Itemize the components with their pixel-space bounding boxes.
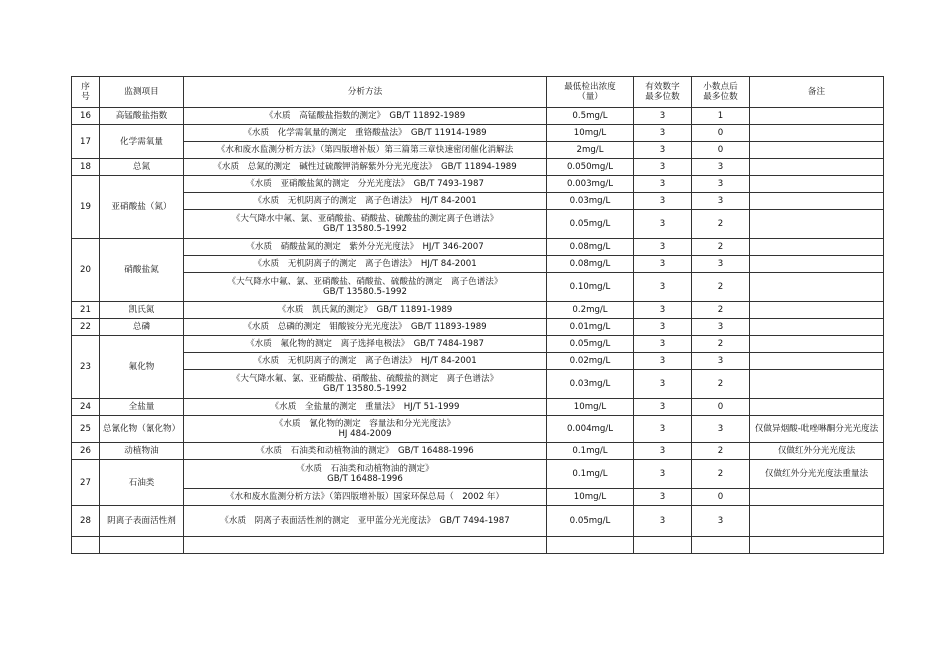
monitoring-item: 化学需氧量 [100,125,184,159]
monitoring-item: 凯氏氮 [100,302,184,319]
decimal-places: 0 [692,489,750,506]
detection-limit: 0.004mg/L [547,416,634,443]
table-row [72,176,884,193]
remarks [750,506,884,537]
method-line: 《水质 高锰酸盐指数的测定》 GB/T 11892-1989 [264,111,466,121]
remarks [750,336,884,353]
monitoring-item: 动植物油 [100,443,184,460]
significant-digits: 3 [634,176,692,193]
analysis-method [184,239,547,256]
row-number: 28 [72,506,100,537]
method-line: 《水质 亚硝酸盐氮的测定 分光光度法》 GB/T 7493-1987 [246,179,484,189]
detection-limit: 0.03mg/L [547,370,634,399]
row-number: 24 [72,399,100,416]
decimal-places: 2 [692,239,750,256]
method-line: 《水质 硝酸盐氮的测定 紫外分光光度法》 HJ/T 346-2007 [246,242,484,252]
significant-digits: 3 [634,273,692,302]
table-row [72,125,884,142]
significant-digits: 3 [634,336,692,353]
method-line: GB/T 16488-1996 [327,474,403,484]
analysis-method [184,256,547,273]
analysis-method [184,506,547,537]
analysis-method [184,193,547,210]
table-row [72,273,884,302]
decimal-places: 1 [692,108,750,125]
analysis-method [184,159,547,176]
table-row [72,460,884,489]
detection-limit: 0.05mg/L [547,210,634,239]
method-line: 《水和废水监测分析方法》（第四版增补版）国家环保总局（ 2002 年） [225,492,505,502]
method-line: 《大气降水氟、氯、亚硝酸盐、硝酸盐、硫酸盐的测定 离子色谱法》 [231,374,499,384]
decimal-places [692,537,750,554]
table-row [72,108,884,125]
method-line: GB/T 13580.5-1992 [323,287,407,297]
method-line: 《水质 总磷的测定 钼酸铵分光光度法》 GB/T 11893-1989 [243,322,487,332]
header-limit: 最低检出浓度 （量） [547,77,634,108]
method-line: GB/T 13580.5-1992 [323,384,407,394]
table-row [72,142,884,159]
significant-digits: 3 [634,142,692,159]
row-number: 26 [72,443,100,460]
detection-limit [547,537,634,554]
remarks [750,210,884,239]
analysis-method [184,319,547,336]
significant-digits: 3 [634,159,692,176]
analysis-method [184,142,547,159]
row-number: 22 [72,319,100,336]
detection-limit: 0.08mg/L [547,239,634,256]
remarks [750,142,884,159]
decimal-places: 2 [692,210,750,239]
row-number: 17 [72,125,100,159]
monitoring-item: 高锰酸盐指数 [100,108,184,125]
decimal-places: 2 [692,273,750,302]
table-row [72,489,884,506]
row-number: 23 [72,336,100,399]
monitoring-item: 总磷 [100,319,184,336]
significant-digits: 3 [634,256,692,273]
table-row [72,159,884,176]
analysis-method [184,108,547,125]
analysis-method [184,537,547,554]
row-number: 18 [72,159,100,176]
decimal-places: 3 [692,256,750,273]
detection-limit: 0.003mg/L [547,176,634,193]
detection-limit: 2mg/L [547,142,634,159]
method-line: 《水和废水监测分析方法》（第四版增补版）第三篇第三章快速密闭催化消解法 [216,145,514,155]
row-number: 20 [72,239,100,302]
monitoring-item: 石油类 [100,460,184,506]
monitoring-item [100,537,184,554]
method-line: 《水质 全盐量的测定 重量法》 HJ/T 51-1999 [270,402,460,412]
analysis-method [184,489,547,506]
analysis-method [184,302,547,319]
analysis-method [184,370,547,399]
analysis-method [184,416,547,443]
significant-digits: 3 [634,443,692,460]
header-method: 分析方法 [184,77,547,108]
remarks: 仅做红外分光光度法 [750,443,884,460]
decimal-places: 2 [692,443,750,460]
decimal-places: 3 [692,159,750,176]
monitoring-methods-table [71,76,884,554]
remarks [750,176,884,193]
table-row [72,193,884,210]
method-line: 《水质 无机阴离子的测定 离子色谱法》 HJ/T 84-2001 [253,259,477,269]
table-row [72,210,884,239]
detection-limit: 0.10mg/L [547,273,634,302]
table-row [72,256,884,273]
method-line: 《水质 化学需氧量的测定 重铬酸盐法》 GB/T 11914-1989 [243,128,487,138]
detection-limit: 0.5mg/L [547,108,634,125]
monitoring-item: 全盐量 [100,399,184,416]
header-note: 备注 [750,77,884,108]
table-row [72,353,884,370]
significant-digits: 3 [634,319,692,336]
significant-digits: 3 [634,506,692,537]
significant-digits: 3 [634,416,692,443]
monitoring-item: 总氮 [100,159,184,176]
table-row [72,537,884,554]
method-line: 《水质 氟化物的测定 离子选择电极法》 GB/T 7484-1987 [246,339,484,349]
row-number [72,537,100,554]
header-row [72,77,884,108]
row-number: 27 [72,460,100,506]
remarks [750,273,884,302]
decimal-places: 3 [692,353,750,370]
analysis-method [184,210,547,239]
remarks: 仅做异烟酸-吡唑啉酮分光光度法 [750,416,884,443]
method-line: HJ 484-2009 [338,429,392,439]
monitoring-item: 氟化物 [100,336,184,399]
monitoring-item: 硝酸盐氮 [100,239,184,302]
method-line: 《水质 氰化物的测定 容量法和分光光度法》 [274,419,456,429]
detection-limit: 10mg/L [547,125,634,142]
decimal-places: 3 [692,193,750,210]
remarks [750,399,884,416]
table-row [72,302,884,319]
table-row [72,370,884,399]
header-dec: 小数点后 最多位数 [692,77,750,108]
significant-digits: 3 [634,210,692,239]
analysis-method [184,443,547,460]
significant-digits: 3 [634,125,692,142]
decimal-places: 0 [692,399,750,416]
method-line: 《水质 总氮的测定 碱性过硫酸钾消解紫外分光光度法》 GB/T 11894-1989 [213,162,517,172]
significant-digits: 3 [634,489,692,506]
significant-digits: 3 [634,353,692,370]
significant-digits: 3 [634,108,692,125]
remarks [750,489,884,506]
table-row [72,336,884,353]
detection-limit: 0.05mg/L [547,506,634,537]
remarks [750,159,884,176]
detection-limit: 0.02mg/L [547,353,634,370]
monitoring-item: 亚硝酸盐（氮） [100,176,184,239]
detection-limit: 0.050mg/L [547,159,634,176]
remarks [750,193,884,210]
detection-limit: 0.1mg/L [547,443,634,460]
decimal-places: 0 [692,142,750,159]
method-line: 《水质 无机阴离子的测定 离子色谱法》 HJ/T 84-2001 [253,356,477,366]
header-sig: 有效数字 最多位数 [634,77,692,108]
method-line: 《大气降水中氟、氯、亚硝酸盐、硝酸盐、硫酸盐的测定离子色谱法》 [231,214,499,224]
table-row [72,319,884,336]
method-line: 《水质 凯氏氮的测定》 GB/T 11891-1989 [277,305,453,315]
analysis-method [184,273,547,302]
analysis-method [184,336,547,353]
decimal-places: 2 [692,336,750,353]
significant-digits: 3 [634,193,692,210]
detection-limit: 0.05mg/L [547,336,634,353]
analysis-method [184,399,547,416]
significant-digits: 3 [634,302,692,319]
decimal-places: 3 [692,319,750,336]
method-line: 《水质 石油类和动植物油的测定》 GB/T 16488-1996 [256,446,474,456]
table-row [72,399,884,416]
monitoring-item: 阴离子表面活性剂 [100,506,184,537]
detection-limit: 10mg/L [547,489,634,506]
significant-digits: 3 [634,460,692,489]
method-line: 《水质 无机阴离子的测定 离子色谱法》 HJ/T 84-2001 [253,196,477,206]
monitoring-methods-sheet [71,76,883,554]
analysis-method [184,460,547,489]
decimal-places: 3 [692,416,750,443]
method-line: GB/T 13580.5-1992 [323,224,407,234]
row-number: 25 [72,416,100,443]
header-seq: 序 号 [72,77,100,108]
decimal-places: 2 [692,302,750,319]
remarks [750,108,884,125]
decimal-places: 0 [692,125,750,142]
detection-limit: 0.08mg/L [547,256,634,273]
row-number: 16 [72,108,100,125]
table-row [72,239,884,256]
detection-limit: 0.1mg/L [547,460,634,489]
table-row [72,443,884,460]
remarks [750,537,884,554]
significant-digits: 3 [634,370,692,399]
significant-digits [634,537,692,554]
remarks: 仅做红外分光光度法重量法 [750,460,884,489]
detection-limit: 0.03mg/L [547,193,634,210]
remarks [750,302,884,319]
method-line: 《水质 阴离子表面活性剂的测定 亚甲蓝分光光度法》 GB/T 7494-1987 [220,516,510,526]
remarks [750,256,884,273]
analysis-method [184,353,547,370]
detection-limit: 0.2mg/L [547,302,634,319]
remarks [750,353,884,370]
significant-digits: 3 [634,399,692,416]
significant-digits: 3 [634,239,692,256]
detection-limit: 0.01mg/L [547,319,634,336]
header-item: 监测项目 [100,77,184,108]
decimal-places: 3 [692,176,750,193]
remarks [750,125,884,142]
method-line: 《水质 石油类和动植物油的测定》 [296,464,434,474]
row-number: 19 [72,176,100,239]
decimal-places: 2 [692,460,750,489]
remarks [750,239,884,256]
table-row [72,506,884,537]
remarks [750,319,884,336]
analysis-method [184,176,547,193]
decimal-places: 3 [692,506,750,537]
remarks [750,370,884,399]
detection-limit: 10mg/L [547,399,634,416]
analysis-method [184,125,547,142]
row-number: 21 [72,302,100,319]
method-line: 《大气降水中氟、氯、亚硝酸盐、硝酸盐、硫酸盐的测定 离子色谱法》 [227,277,503,287]
table-row [72,416,884,443]
monitoring-item: 总氰化物（氰化物） [100,416,184,443]
decimal-places: 2 [692,370,750,399]
